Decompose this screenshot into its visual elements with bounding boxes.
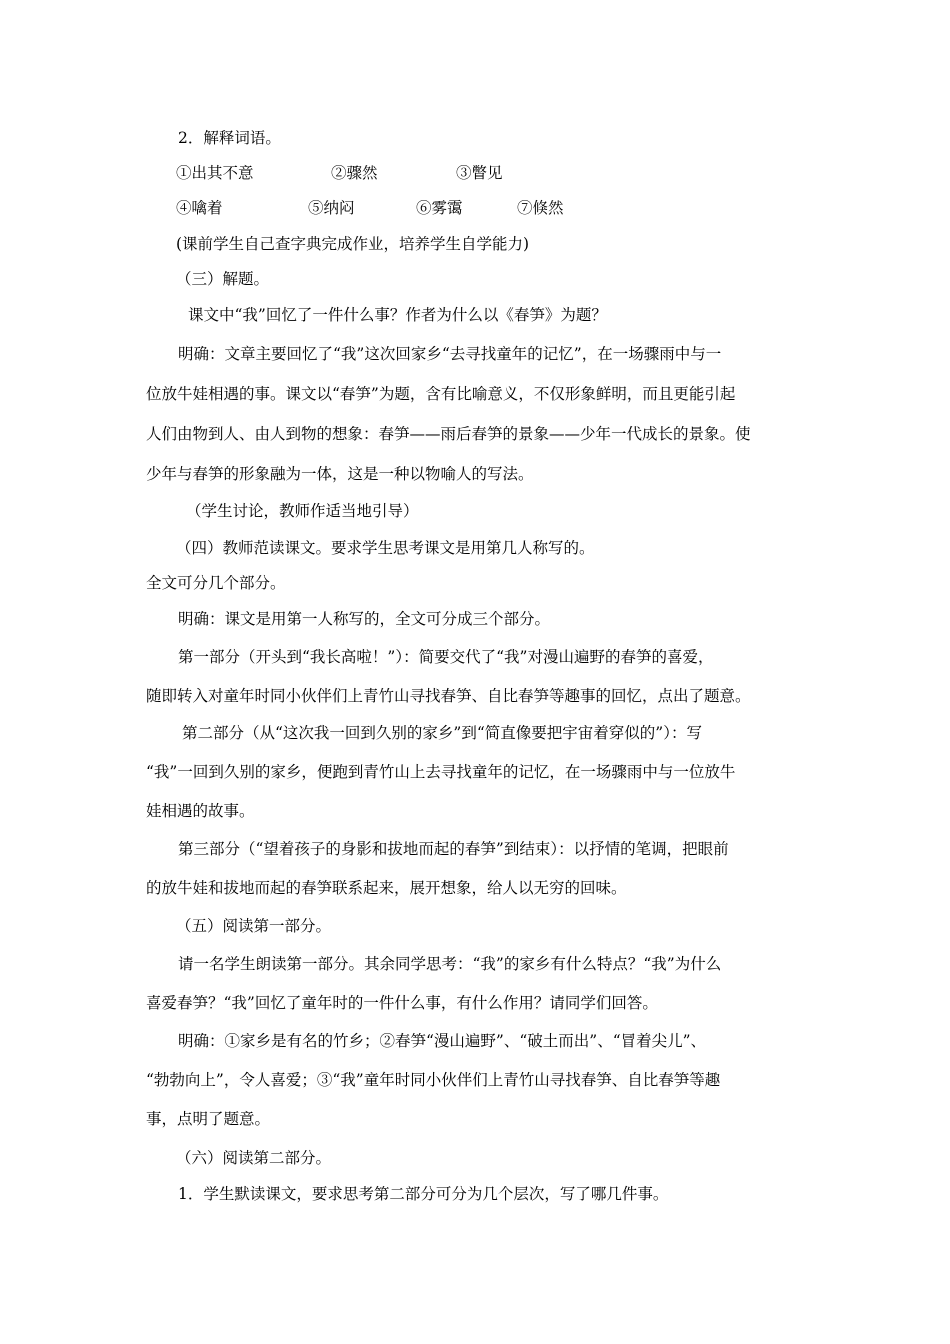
vocabulary-term: ⑦倏然: [517, 199, 564, 217]
text-line: 第一部分（开头到“我长高啦！”）：简要交代了“我”对漫山遍野的春笋的喜爱，: [178, 648, 714, 666]
text-line: 位放牛娃相遇的事。课文以“春笋”为题，含有比喻意义，不仅形象鲜明，而且更能引起: [146, 385, 736, 403]
text-line: 请一名学生朗读第一部分。其余同学思考：“我”的家乡有什么特点？“我”为什么: [178, 955, 722, 973]
text-line: 全文可分几个部分。: [146, 574, 286, 592]
section-heading: （四）教师范读课文。要求学生思考课文是用第几人称写的。: [176, 539, 595, 557]
text-line: 课文中“我”回忆了一件什么事？作者为什么以《春笋》为题？: [188, 306, 607, 324]
text-line: (课前学生自己查字典完成作业，培养学生自学能力): [176, 235, 530, 253]
text-line: 第三部分（“望着孩子的身影和拔地而起的春笋”到结束）：以抒情的笔调，把眼前: [178, 840, 729, 858]
text-line: 明确：文章主要回忆了“我”这次回家乡“去寻找童年的记忆”，在一场骤雨中与一: [178, 345, 722, 363]
text-line: 事，点明了题意。: [146, 1110, 271, 1128]
text-line: （学生讨论，教师作适当地引导）: [186, 502, 419, 520]
text-line: 1．学生默读课文，要求思考第二部分可分为几个层次，写了哪几件事。: [178, 1185, 669, 1203]
section-heading: （六）阅读第二部分。: [176, 1149, 332, 1167]
text-line: 娃相遇的故事。: [146, 802, 255, 820]
vocabulary-term: ②骤然: [331, 164, 378, 182]
text-line: 随即转入对童年时同小伙伴们上青竹山寻找春笋、自比春笋等趣事的回忆，点出了题意。: [146, 687, 751, 705]
text-line: 人们由物到人、由人到物的想象：春笋——雨后春笋的景象——少年一代成长的景象。使: [146, 425, 751, 443]
vocabulary-term: ③瞥见: [456, 164, 503, 182]
text-line: 第二部分（从“这次我一回到久别的家乡”到“简直像要把宇宙着穿似的”）：写: [182, 724, 702, 742]
text-line: 明确：课文是用第一人称写的，全文可分成三个部分。: [178, 610, 551, 628]
text-line: “勃勃向上”，令人喜爱；③“我”童年时同小伙伴们上青竹山寻找春笋、自比春笋等趣: [146, 1071, 721, 1089]
vocabulary-term: ①出其不意: [176, 164, 254, 182]
vocabulary-term: ④噙着: [176, 199, 223, 217]
text-line: “我”一回到久别的家乡，便跑到青竹山上去寻找童年的记忆，在一场骤雨中与一位放牛: [146, 763, 736, 781]
text-line: 明确：①家乡是有名的竹乡；②春笋“漫山遍野”、“破土而出”、“冒着尖儿”、: [178, 1032, 707, 1050]
text-line: 2．解释词语。: [178, 129, 281, 147]
section-heading: （五）阅读第一部分。: [176, 917, 332, 935]
text-line: 少年与春笋的形象融为一体，这是一种以物喻人的写法。: [146, 465, 534, 483]
vocabulary-term: ⑥雾霭: [416, 199, 463, 217]
vocabulary-term: ⑤纳闷: [308, 199, 355, 217]
section-heading: （三）解题。: [176, 270, 270, 288]
text-line: 的放牛娃和拔地而起的春笋联系起来，展开想象，给人以无穷的回味。: [146, 879, 627, 897]
text-line: 喜爱春笋？“我”回忆了童年时的一件什么事，有什么作用？请同学们回答。: [146, 994, 658, 1012]
